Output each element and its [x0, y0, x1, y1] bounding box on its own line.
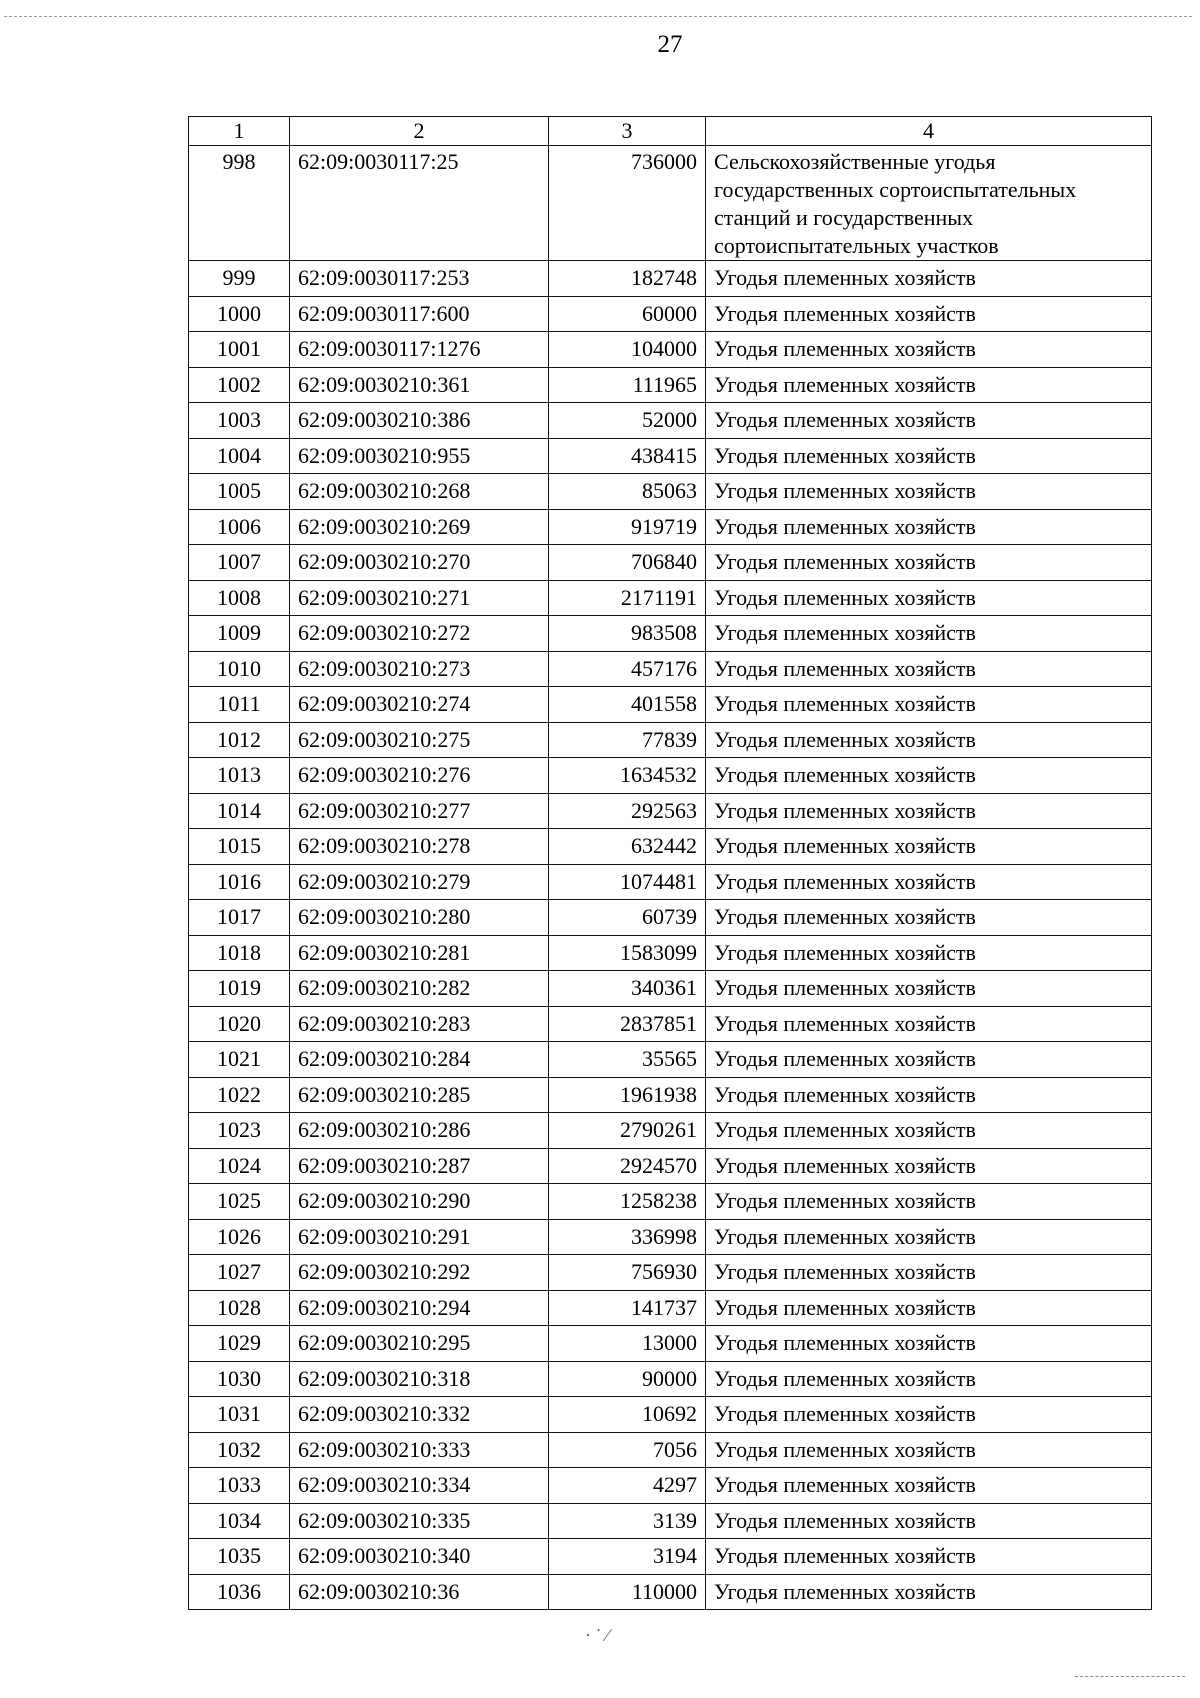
row-number: 999	[189, 261, 290, 297]
cadastral-number: 62:09:0030117:600	[290, 296, 549, 332]
land-category: Угодья племенных хозяйств	[706, 261, 1152, 297]
area-value: 2790261	[549, 1113, 706, 1149]
row-number: 1003	[189, 403, 290, 439]
row-number: 1014	[189, 793, 290, 829]
row-number: 1030	[189, 1361, 290, 1397]
cadastral-number: 62:09:0030117:25	[290, 146, 549, 261]
land-category: Угодья племенных хозяйств	[706, 1290, 1152, 1326]
table-row	[189, 1113, 1152, 1149]
table-row	[189, 545, 1152, 581]
row-number: 1015	[189, 829, 290, 865]
land-category: Угодья племенных хозяйств	[706, 793, 1152, 829]
table-row	[189, 1574, 1152, 1610]
column-header-1: 1	[189, 117, 290, 146]
row-number: 1008	[189, 580, 290, 616]
cadastral-number: 62:09:0030210:278	[290, 829, 549, 865]
row-number: 1027	[189, 1255, 290, 1291]
land-category: Угодья племенных хозяйств	[706, 864, 1152, 900]
row-number: 1033	[189, 1468, 290, 1504]
table-row	[189, 146, 1152, 261]
cadastral-number: 62:09:0030210:271	[290, 580, 549, 616]
area-value: 60000	[549, 296, 706, 332]
cadastral-number: 62:09:0030210:274	[290, 687, 549, 723]
area-value: 2171191	[549, 580, 706, 616]
row-number: 1013	[189, 758, 290, 794]
area-value: 2924570	[549, 1148, 706, 1184]
table-row	[189, 1219, 1152, 1255]
row-number: 1023	[189, 1113, 290, 1149]
cadastral-number: 62:09:0030210:284	[290, 1042, 549, 1078]
land-category: Угодья племенных хозяйств	[706, 1113, 1152, 1149]
area-value: 182748	[549, 261, 706, 297]
cadastral-number: 62:09:0030210:292	[290, 1255, 549, 1291]
header-row	[189, 117, 1152, 146]
area-value: 35565	[549, 1042, 706, 1078]
table-row	[189, 296, 1152, 332]
cadastral-number: 62:09:0030210:335	[290, 1503, 549, 1539]
cadastral-number: 62:09:0030210:282	[290, 971, 549, 1007]
area-value: 141737	[549, 1290, 706, 1326]
cadastral-number: 62:09:0030210:269	[290, 509, 549, 545]
land-category: Сельскохозяйственные угодья государственных сортоиспытательных станций и государственных сортоиспытательных участков	[706, 146, 1152, 261]
land-category: Угодья племенных хозяйств	[706, 1006, 1152, 1042]
table-row	[189, 1290, 1152, 1326]
table-row	[189, 1326, 1152, 1362]
area-value: 1961938	[549, 1077, 706, 1113]
area-value: 401558	[549, 687, 706, 723]
land-category: Угодья племенных хозяйств	[706, 1468, 1152, 1504]
table-row	[189, 438, 1152, 474]
area-value: 632442	[549, 829, 706, 865]
area-value: 1074481	[549, 864, 706, 900]
table-row	[189, 793, 1152, 829]
scan-bottom-edge	[1075, 1676, 1185, 1677]
land-category: Угодья племенных хозяйств	[706, 1255, 1152, 1291]
cadastral-number: 62:09:0030210:386	[290, 403, 549, 439]
cadastral-number: 62:09:0030210:275	[290, 722, 549, 758]
land-category: Угодья племенных хозяйств	[706, 687, 1152, 723]
land-category: Угодья племенных хозяйств	[706, 1184, 1152, 1220]
scan-artifact: · ˙ ⁄	[585, 1625, 609, 1645]
land-category: Угодья племенных хозяйств	[706, 1361, 1152, 1397]
table-row	[189, 403, 1152, 439]
scan-top-edge	[4, 16, 1192, 17]
land-category: Угодья племенных хозяйств	[706, 971, 1152, 1007]
cadastral-number: 62:09:0030210:318	[290, 1361, 549, 1397]
table-row	[189, 722, 1152, 758]
table-row	[189, 864, 1152, 900]
table-row	[189, 1361, 1152, 1397]
page-number: 27	[657, 31, 683, 58]
row-number: 1009	[189, 616, 290, 652]
table-row	[189, 1255, 1152, 1291]
cadastral-number: 62:09:0030210:290	[290, 1184, 549, 1220]
land-category: Угодья племенных хозяйств	[706, 616, 1152, 652]
row-number: 1021	[189, 1042, 290, 1078]
area-value: 85063	[549, 474, 706, 510]
area-value: 1583099	[549, 935, 706, 971]
land-category: Угодья племенных хозяйств	[706, 651, 1152, 687]
table-row	[189, 900, 1152, 936]
table-row	[189, 1184, 1152, 1220]
cadastral-number: 62:09:0030210:291	[290, 1219, 549, 1255]
land-category: Угодья племенных хозяйств	[706, 580, 1152, 616]
area-value: 4297	[549, 1468, 706, 1504]
row-number: 1011	[189, 687, 290, 723]
table-row	[189, 651, 1152, 687]
land-category: Угодья племенных хозяйств	[706, 545, 1152, 581]
row-number: 998	[189, 146, 290, 261]
area-value: 52000	[549, 403, 706, 439]
table-row	[189, 829, 1152, 865]
table-body	[189, 146, 1152, 1610]
cadastral-number: 62:09:0030210:280	[290, 900, 549, 936]
row-number: 1032	[189, 1432, 290, 1468]
area-value: 919719	[549, 509, 706, 545]
cadastral-number: 62:09:0030210:286	[290, 1113, 549, 1149]
table-row	[189, 687, 1152, 723]
row-number: 1006	[189, 509, 290, 545]
land-category: Угодья племенных хозяйств	[706, 1326, 1152, 1362]
area-value: 983508	[549, 616, 706, 652]
table-row	[189, 1539, 1152, 1575]
row-number: 1010	[189, 651, 290, 687]
row-number: 1007	[189, 545, 290, 581]
cadastral-number: 62:09:0030117:1276	[290, 332, 549, 368]
land-category: Угодья племенных хозяйств	[706, 1148, 1152, 1184]
area-value: 7056	[549, 1432, 706, 1468]
land-category: Угодья племенных хозяйств	[706, 474, 1152, 510]
row-number: 1031	[189, 1397, 290, 1433]
cadastral-number: 62:09:0030210:279	[290, 864, 549, 900]
table-row	[189, 261, 1152, 297]
area-value: 340361	[549, 971, 706, 1007]
row-number: 1024	[189, 1148, 290, 1184]
table-row	[189, 474, 1152, 510]
column-header-4: 4	[706, 117, 1152, 146]
cadastral-number: 62:09:0030210:334	[290, 1468, 549, 1504]
land-category: Угодья племенных хозяйств	[706, 1219, 1152, 1255]
area-value: 110000	[549, 1574, 706, 1610]
land-category: Угодья племенных хозяйств	[706, 758, 1152, 794]
table-row	[189, 1148, 1152, 1184]
area-value: 90000	[549, 1361, 706, 1397]
cadastral-number: 62:09:0030210:36	[290, 1574, 549, 1610]
area-value: 736000	[549, 146, 706, 261]
row-number: 1028	[189, 1290, 290, 1326]
area-value: 292563	[549, 793, 706, 829]
land-category: Угодья племенных хозяйств	[706, 829, 1152, 865]
land-category: Угодья племенных хозяйств	[706, 403, 1152, 439]
row-number: 1012	[189, 722, 290, 758]
land-category: Угодья племенных хозяйств	[706, 722, 1152, 758]
row-number: 1017	[189, 900, 290, 936]
land-parcels-table	[188, 116, 1152, 1610]
table-row	[189, 1397, 1152, 1433]
area-value: 10692	[549, 1397, 706, 1433]
cadastral-number: 62:09:0030210:294	[290, 1290, 549, 1326]
land-category: Угодья племенных хозяйств	[706, 1574, 1152, 1610]
column-header-2: 2	[290, 117, 549, 146]
land-category: Угодья племенных хозяйств	[706, 509, 1152, 545]
area-value: 336998	[549, 1219, 706, 1255]
land-category: Угодья племенных хозяйств	[706, 900, 1152, 936]
table-row	[189, 1042, 1152, 1078]
table-row	[189, 616, 1152, 652]
cadastral-number: 62:09:0030210:273	[290, 651, 549, 687]
row-number: 1019	[189, 971, 290, 1007]
table-row	[189, 332, 1152, 368]
cadastral-number: 62:09:0030210:340	[290, 1539, 549, 1575]
table-row	[189, 1077, 1152, 1113]
row-number: 1004	[189, 438, 290, 474]
table-row	[189, 580, 1152, 616]
table-row	[189, 971, 1152, 1007]
cadastral-number: 62:09:0030210:287	[290, 1148, 549, 1184]
area-value: 111965	[549, 367, 706, 403]
cadastral-number: 62:09:0030210:281	[290, 935, 549, 971]
area-value: 3139	[549, 1503, 706, 1539]
row-number: 1005	[189, 474, 290, 510]
table-row	[189, 509, 1152, 545]
row-number: 1022	[189, 1077, 290, 1113]
area-value: 1258238	[549, 1184, 706, 1220]
area-value: 706840	[549, 545, 706, 581]
row-number: 1035	[189, 1539, 290, 1575]
row-number: 1036	[189, 1574, 290, 1610]
row-number: 1001	[189, 332, 290, 368]
area-value: 756930	[549, 1255, 706, 1291]
land-category: Угодья племенных хозяйств	[706, 1042, 1152, 1078]
table-row	[189, 1432, 1152, 1468]
cadastral-number: 62:09:0030210:270	[290, 545, 549, 581]
cadastral-number: 62:09:0030210:295	[290, 1326, 549, 1362]
row-number: 1016	[189, 864, 290, 900]
cadastral-number: 62:09:0030210:272	[290, 616, 549, 652]
table-row	[189, 1468, 1152, 1504]
cadastral-number: 62:09:0030210:285	[290, 1077, 549, 1113]
area-value: 60739	[549, 900, 706, 936]
land-category: Угодья племенных хозяйств	[706, 332, 1152, 368]
cadastral-number: 62:09:0030210:955	[290, 438, 549, 474]
area-value: 77839	[549, 722, 706, 758]
cadastral-number: 62:09:0030210:277	[290, 793, 549, 829]
cadastral-number: 62:09:0030210:361	[290, 367, 549, 403]
table-row	[189, 935, 1152, 971]
cadastral-number: 62:09:0030210:268	[290, 474, 549, 510]
row-number: 1018	[189, 935, 290, 971]
land-category: Угодья племенных хозяйств	[706, 438, 1152, 474]
land-category: Угодья племенных хозяйств	[706, 1432, 1152, 1468]
row-number: 1020	[189, 1006, 290, 1042]
column-header-3: 3	[549, 117, 706, 146]
land-category: Угодья племенных хозяйств	[706, 296, 1152, 332]
area-value: 104000	[549, 332, 706, 368]
row-number: 1026	[189, 1219, 290, 1255]
cadastral-number: 62:09:0030210:332	[290, 1397, 549, 1433]
table-header	[189, 117, 1152, 146]
cadastral-number: 62:09:0030210:276	[290, 758, 549, 794]
land-category: Угодья племенных хозяйств	[706, 367, 1152, 403]
row-number: 1034	[189, 1503, 290, 1539]
land-category: Угодья племенных хозяйств	[706, 1397, 1152, 1433]
row-number: 1029	[189, 1326, 290, 1362]
row-number: 1025	[189, 1184, 290, 1220]
row-number: 1000	[189, 296, 290, 332]
land-category: Угодья племенных хозяйств	[706, 935, 1152, 971]
row-number: 1002	[189, 367, 290, 403]
table-row	[189, 1006, 1152, 1042]
area-value: 13000	[549, 1326, 706, 1362]
table-row	[189, 367, 1152, 403]
area-value: 3194	[549, 1539, 706, 1575]
area-value: 2837851	[549, 1006, 706, 1042]
cadastral-number: 62:09:0030117:253	[290, 261, 549, 297]
cadastral-number: 62:09:0030210:283	[290, 1006, 549, 1042]
table-row	[189, 758, 1152, 794]
table-row	[189, 1503, 1152, 1539]
area-value: 1634532	[549, 758, 706, 794]
area-value: 457176	[549, 651, 706, 687]
land-category: Угодья племенных хозяйств	[706, 1503, 1152, 1539]
land-category: Угодья племенных хозяйств	[706, 1077, 1152, 1113]
land-category: Угодья племенных хозяйств	[706, 1539, 1152, 1575]
cadastral-number: 62:09:0030210:333	[290, 1432, 549, 1468]
area-value: 438415	[549, 438, 706, 474]
